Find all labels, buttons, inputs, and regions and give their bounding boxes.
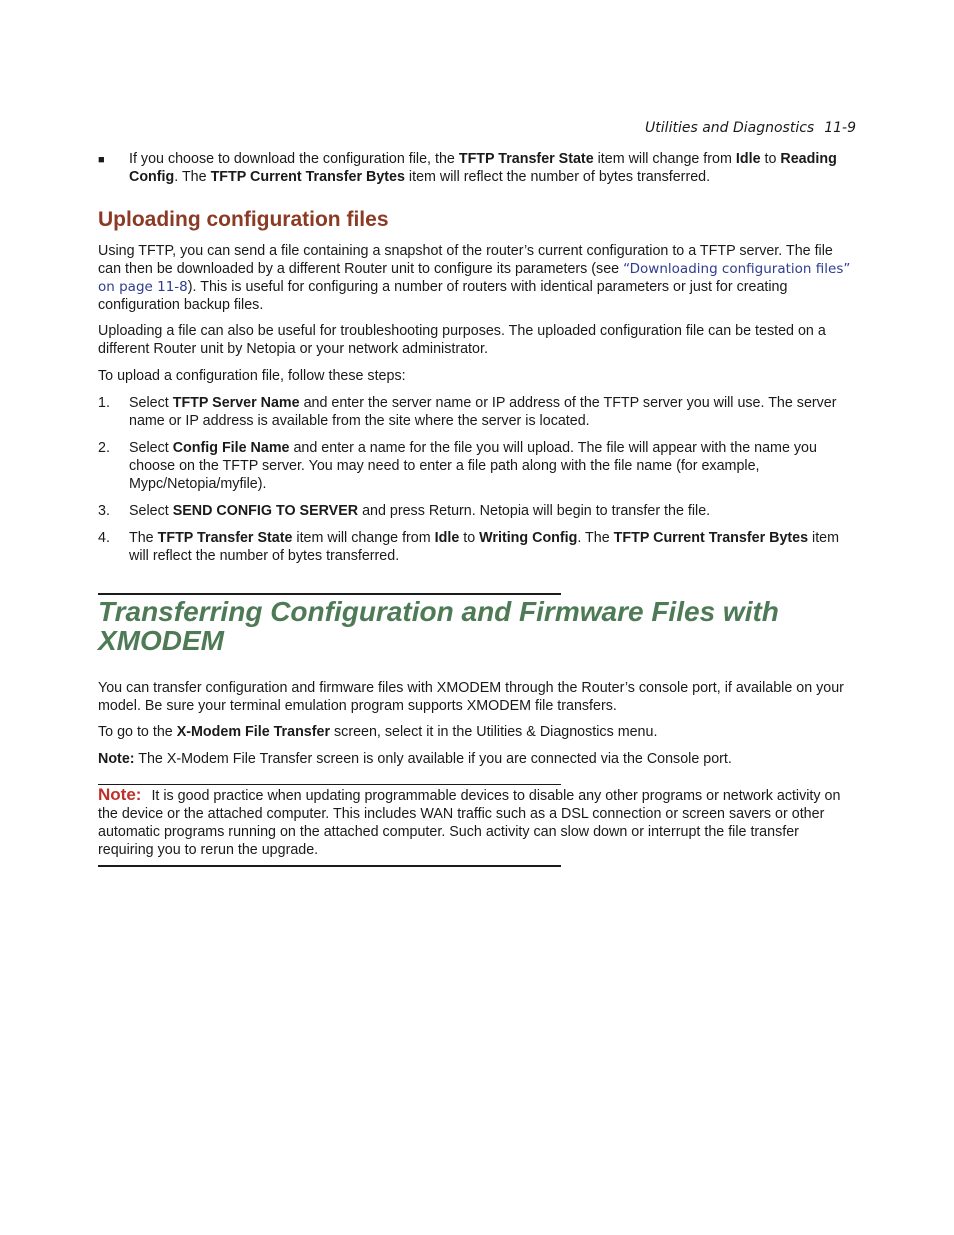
- section-heading-uploading: Uploading configuration files: [98, 208, 389, 231]
- paragraph-xmodem-navigation: To go to the X-Modem File Transfer screen, select it in the Utilities & Diagnostics menu.: [98, 724, 658, 740]
- bullet-text: If you choose to download the configuration file, the TFTP Transfer State item will change from Idle to Reading Config. The TFTP Current Transfer Bytes item will reflect the number of bytes transferred.: [129, 151, 837, 185]
- bullet-item: [98, 150, 858, 186]
- step-item: 3. Select SEND CONFIG TO SERVER and press Return. Netopia will begin to transfer the file.: [98, 503, 711, 519]
- note-text: Note: It is good practice when updating programmable devices to disable any other programs or network activity on the device or the attached computer. This includes WAN traffic such as a DSL connection or screen savers or other automatic programs running on the attached computer. Such activity can slow down or interrupt the file transfer requiring you to rerun the upgrade.: [98, 785, 841, 858]
- note-bottom-rule: [98, 865, 561, 867]
- paragraph-console-note: Note: The X-Modem File Transfer screen is only available if you are connected via the Console port.: [98, 751, 732, 767]
- step-item: 4. The TFTP Transfer State item will change from Idle to Writing Config. The TFTP Current Transfer Bytes item will reflect the number of bytes transferred.: [98, 530, 840, 564]
- paragraph-steps-intro: To upload a configuration file, follow these steps:: [98, 368, 406, 384]
- heading-rule: [98, 593, 561, 595]
- note-callout: [98, 786, 858, 859]
- paragraph-upload-intro: Using TFTP, you can send a file containing a snapshot of the router’s current configuration to a TFTP server. The file can then be downloaded by a different Router unit to configure its parameters (see “Downloading configuration files” on page 11-8). This is useful for configuring a number of routers with identical parameters or just for creating configuration backup files.: [98, 243, 851, 313]
- paragraph-xmodem-intro: You can transfer configuration and firmware files with XMODEM through the Router’s console port, if available on your model. Be sure your terminal emulation program supports XMODEM file transfers.: [98, 680, 844, 714]
- note-label: Note:: [98, 785, 142, 804]
- square-bullet-icon: ■: [98, 154, 105, 166]
- note-top-rule: [98, 784, 561, 785]
- step-item: 1. Select TFTP Server Name and enter the server name or IP address of the TFTP server you will use. The server name or IP address is available from the site where the server is located.: [98, 395, 837, 429]
- chapter-heading-xmodem: Transferring Configuration and Firmware Files with XMODEM: [98, 596, 779, 656]
- header-section-title: Utilities and Diagnostics: [645, 120, 815, 136]
- paragraph-troubleshooting: Uploading a file can also be useful for troubleshooting purposes. The uploaded configuration file can be tested on a different Router unit by Netopia or your network administrator.: [98, 323, 826, 357]
- cross-reference-link[interactable]: “Downloading configuration files” on page 11-8: [98, 261, 851, 295]
- page-body: [98, 150, 858, 867]
- upload-steps-list: [98, 394, 858, 565]
- step-item: 2. Select Config File Name and enter a name for the file you will upload. The file will appear with the name you choose on the TFTP server. You may need to enter a file path along with the file name (for example, Mypc/Netopia/myfile).: [98, 440, 817, 492]
- running-header: [645, 120, 856, 136]
- header-page-number: 11-9: [824, 120, 856, 136]
